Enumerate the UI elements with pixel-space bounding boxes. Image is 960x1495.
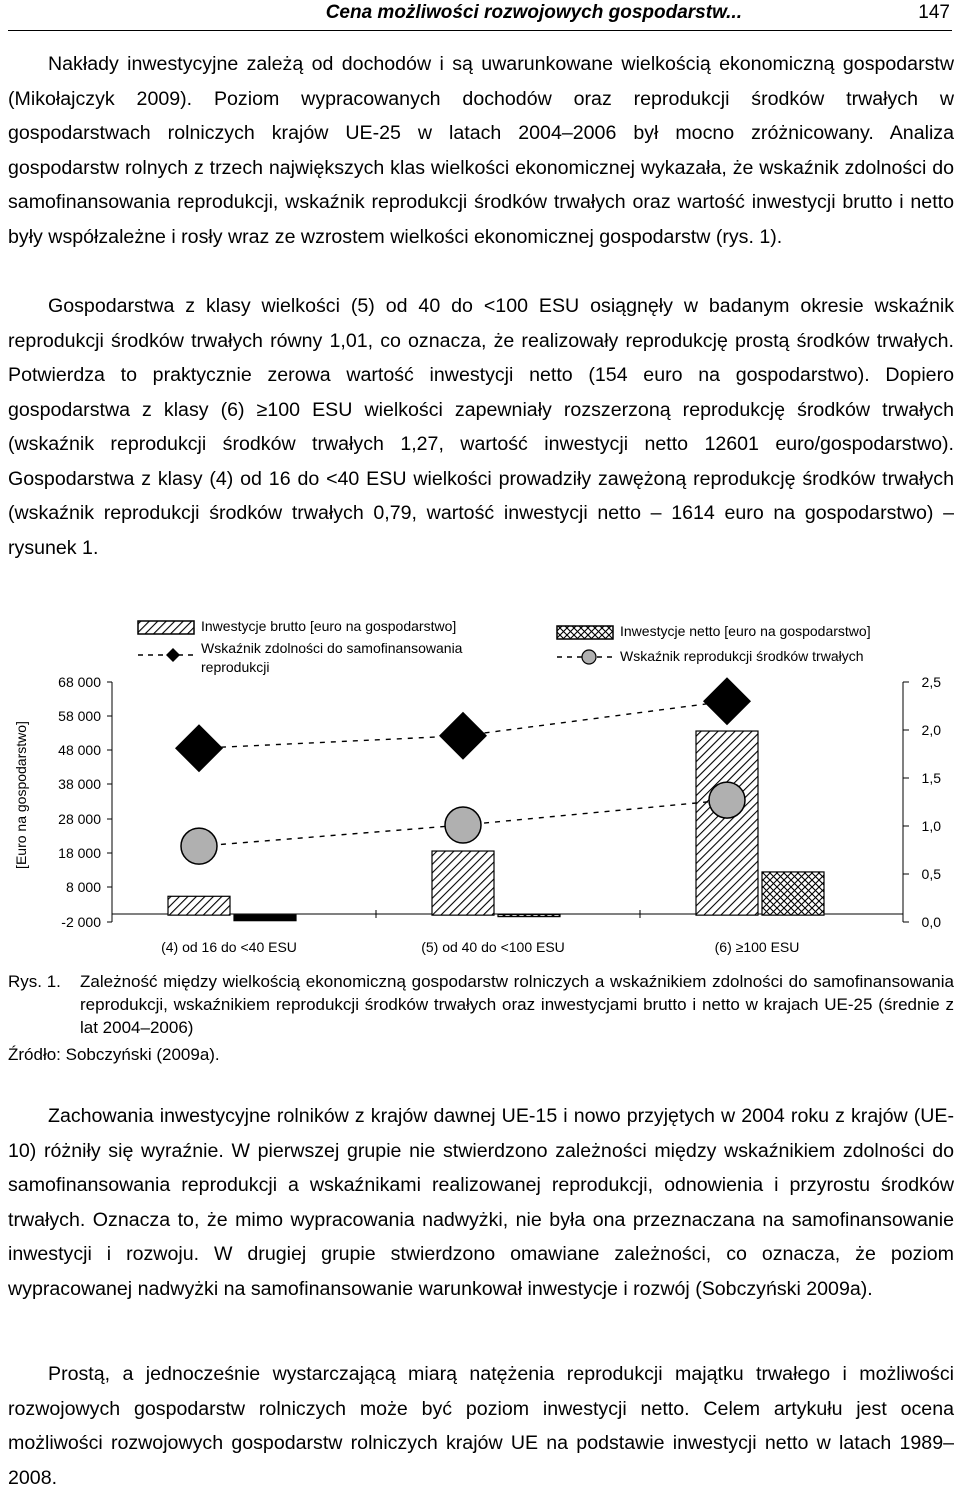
legend-swatch-gross [138,621,194,634]
legend-swatch-circle-icon [582,650,596,664]
x-axis-category-label: (6) ≥100 ESU [714,939,800,955]
y-axis-right-ticks [903,674,941,930]
marker-circle-reproduction [445,807,481,843]
page-number: 147 [918,2,950,23]
y-axis-left-label: [Euro na gospodarstwo] [13,721,29,869]
y-right-tick-label: 0,5 [921,866,941,882]
y-left-tick-label: -2 000 [61,914,101,930]
bar-net-investment [762,872,824,915]
caption-text: Zależność między wielkością ekonomiczną gospodarstw rolniczych a wskaźnikiem zdolności do samofinansowania reprodukcji, wskaźnikiem reprodukcji środków trwałych oraz inwestycjami brutto i netto w krajach UE-25 (średnie z lat 2004–2006) [80,972,954,1037]
bar-net-investment [234,915,296,921]
y-left-tick-label: 58 000 [58,708,101,724]
y-left-tick-label: 38 000 [58,776,101,792]
bar-gross-investment [168,896,230,915]
paragraph-1: Nakłady inwestycyjne zależą od dochodów i są uwarunkowane wielkością ekonomiczną gospodarstw (Mikołajczyk 2009). Poziom wypracowanych dochodów oraz reprodukcji środków trwałych w gospodarstwach rolniczych krajów UE-25 w latach 2004–2006 był mocno zróżnicowany. Analiza gospodarstw rolnych z trzech największych klas wielkości ekonomicznej wykazała, że wskaźnik zdolności do samofinansowania reprodukcji, wskaźnik reprodukcji środków trwałych oraz wartość inwestycji brutto i netto były współzależne i rosły wraz ze wzrostem wielkości ekonomicznej gospodarstw (rys. 1). [8,53,954,248]
legend-label-repro: Wskaźnik reprodukcji środków trwałych [620,648,864,664]
legend-label-self: Wskaźnik zdolności do samofinansowania reprodukcji [201,640,463,675]
caption-label: Rys. 1. [8,972,61,991]
figure-source: Źródło: Sobczyński (2009a). [8,1045,220,1064]
y-left-tick-label: 8 000 [65,879,101,895]
page-header [8,0,952,31]
x-axis-labels [161,939,799,955]
legend-label-gross: Inwestycje brutto [euro na gospodarstwo] [201,618,457,634]
y-left-tick-label: 68 000 [58,674,101,690]
paragraph-3: Zachowania inwestycyjne rolników z krajów dawnej UE-15 i nowo przyjętych w 2004 roku z krajów (UE-10) różniły się wyraźnie. W pierwszej grupie nie stwierdzono zależności między wskaźnikiem zdolności do samofinansowania reprodukcji a wskaźnikami realizowanej reprodukcji, odnowienia i przyrostu środków trwałych. Oznacza to, że mimo wypracowania nadwyżki, nie była ona przeznaczana na samofinansowanie inwestycji i rozwoju. W drugiej grupie stwierdzono omawiane zależności, co oznacza, że poziom wypracowanej nadwyżki na samofinansowanie warunkował inwestycje i rozwój (Sobczyński 2009a). [8,1105,954,1300]
legend-label-net: Inwestycje netto [euro na gospodarstwo] [620,623,871,639]
marker-circle-reproduction [709,782,745,818]
y-left-tick-label: 28 000 [58,811,101,827]
y-right-tick-label: 1,5 [921,770,941,786]
markers-group [175,677,751,864]
y-right-tick-label: 2,0 [921,722,941,738]
legend [138,618,871,675]
bar-gross-investment [432,851,494,915]
bars-group [168,731,824,921]
marker-diamond-self-financing [439,712,487,760]
legend-swatch-net [557,626,613,639]
figure-chart [0,600,960,970]
y-right-tick-label: 0,0 [921,914,941,930]
marker-diamond-self-financing [703,677,751,725]
y-axis-left-ticks [58,674,112,930]
marker-diamond-self-financing [175,724,223,772]
x-axis-category-label: (4) od 16 do <40 ESU [161,939,297,955]
paragraph-4: Prostą, a jednocześnie wystarczającą miarą natężenia reprodukcji majątku trwałego i możliwości rozwojowych gospodarstw rolniczych może być poziom inwestycji netto. Celem artykułu jest ocena możliwości rozwojowych gospodarstw rolniczych krajów UE na podstawie inwestycji netto w latach 1989–2008. [8,1363,954,1489]
paragraph-2: Gospodarstwa z klasy wielkości (5) od 40 do <100 ESU osiągnęły w badanym okresie wskaźnik reprodukcji środków trwałych równy 1,01, co oznacza, że realizowały reprodukcję prostą środków trwałych. Potwierdza to praktycznie zerowa wartość inwestycji netto (154 euro na gospodarstwo). Dopiero gospodarstwa z klasy (6) ≥100 ESU wielkości zapewniały rozszerzoną reprodukcję środków trwałych (wskaźnik reprodukcji środków trwałych 1,27, wartość inwestycji netto 12601 euro/gospodarstwo). Gospodarstwa z klasy (4) od 16 do <40 ESU wielkości prowadziły zawężoną reprodukcję środków trwałych (wskaźnik reprodukcji środków trwałych 0,79, wartość inwestycji netto – 1614 euro na gospodarstwo) – rysunek 1. [8,295,954,559]
legend-swatch-diamond-icon [166,648,180,662]
x-axis-category-label: (5) od 40 do <100 ESU [421,939,565,955]
marker-circle-reproduction [181,828,217,864]
figure-caption [8,970,954,1039]
bar-net-investment [498,915,560,917]
y-left-tick-label: 48 000 [58,742,101,758]
running-title: Cena możliwości rozwojowych gospodarstw... [325,2,742,23]
y-right-tick-label: 1,0 [921,818,941,834]
y-left-tick-label: 18 000 [58,845,101,861]
y-right-tick-label: 2,5 [921,674,941,690]
bar-gross-investment [696,731,758,915]
